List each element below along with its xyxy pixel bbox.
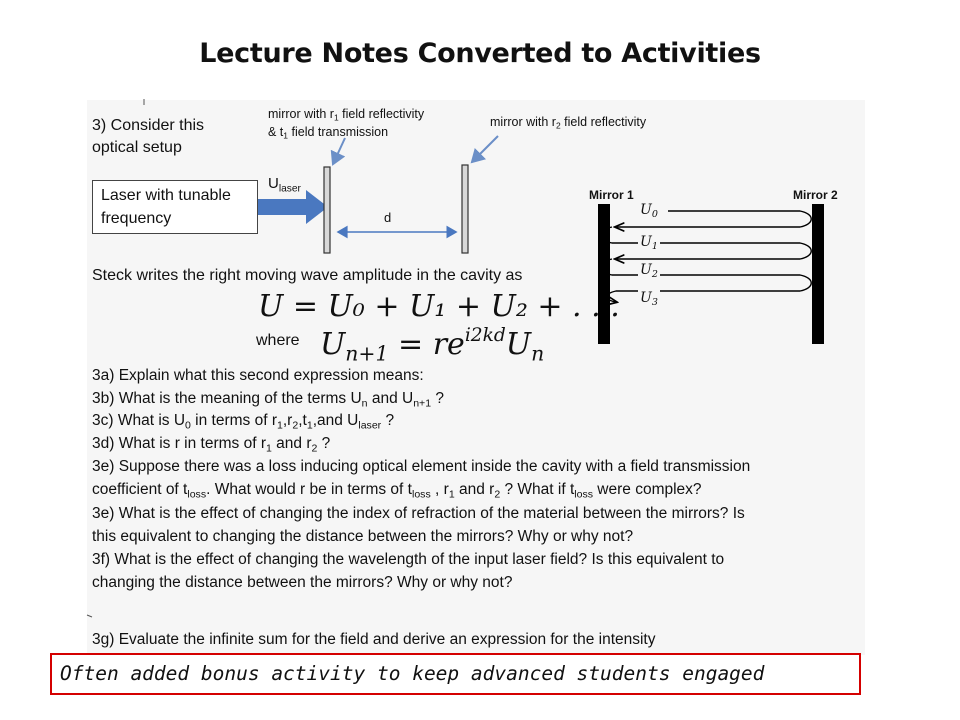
laser-line2: frequency — [101, 210, 172, 227]
cavity-u0: $U_0$ — [640, 202, 658, 221]
mirror1-label-b: & $t_1$ field transmission — [268, 125, 389, 141]
cavity-u2: $U_2$ — [640, 262, 658, 281]
setup-intro-line1: 3) Consider this — [92, 117, 205, 134]
setup-intro-line2: optical setup — [92, 139, 182, 156]
beam-path-u2 — [601, 259, 812, 291]
sum-equation: U = U₀ + U₁ + U₂ + . . . — [258, 289, 620, 324]
question-3e-line2: coefficient of $t_{loss}$. What would r be in terms of $t_{loss}$ , $r_1$ and $r_2$ ? What if $t_{loss}$ were complex? — [92, 481, 702, 501]
laser-line1: Laser with tunable — [101, 187, 231, 204]
mirror1-label-a: mirror with $r_1$ field reflectivity — [268, 107, 425, 123]
beam-path-u1 — [601, 227, 812, 259]
equation-lead: Steck writes the right moving wave amplitude in the cavity as — [92, 267, 523, 284]
question-3d: 3d) What is r in terms of $r_1$ and $r_2$ ? — [92, 435, 331, 455]
question-3f-line2: changing the distance between the mirrors? Why or why not? — [92, 574, 513, 591]
cavity-mirror1-label: Mirror 1 — [589, 188, 634, 202]
slide-title: Lecture Notes Converted to Activities — [199, 38, 761, 69]
question-3e-line1: 3e) Suppose there was a loss inducing optical element inside the cavity with a field transmission — [92, 458, 751, 475]
cavity-mirror-2 — [812, 204, 824, 344]
question-3f-line1: 3f) What is the effect of changing the wavelength of the input laser field? Is this equivalent to — [92, 551, 725, 568]
cavity-u1: $U_1$ — [640, 234, 658, 253]
question-3g: 3g) Evaluate the infinite sum for the field and derive an expression for the intensity — [92, 631, 656, 648]
question-3e-index-line1: 3e) What is the effect of changing the index of refraction of the material between the mirrors? Is — [92, 505, 745, 522]
mirror2-label: mirror with $r_2$ field reflectivity — [490, 115, 647, 131]
question-3b: 3b) What is the meaning of the terms $U_n$ and $U_{n+1}$ ? — [92, 390, 444, 410]
equation-where: where — [256, 332, 300, 349]
recurrence-equation: $U_{n+1} = re^{i2kd}U_n$ — [320, 324, 545, 366]
question-3a: 3a) Explain what this second expression means: — [92, 367, 424, 384]
question-3e-index-line2: this equivalent to changing the distance between the mirrors? Why or why not? — [92, 528, 634, 545]
cavity-mirror2-label: Mirror 2 — [793, 188, 838, 202]
distance-label: d — [384, 210, 392, 225]
ulaser-label: $U_{laser}$ — [268, 175, 301, 195]
question-3c: 3c) What is $U_0$ in terms of $r_1,r_2,t_1,and$ $U_{laser}$ ? — [92, 412, 395, 432]
cavity-u3: $U_3$ — [640, 290, 658, 309]
bonus-activity-banner: Often added bonus activity to keep advanced students engaged — [50, 653, 861, 695]
